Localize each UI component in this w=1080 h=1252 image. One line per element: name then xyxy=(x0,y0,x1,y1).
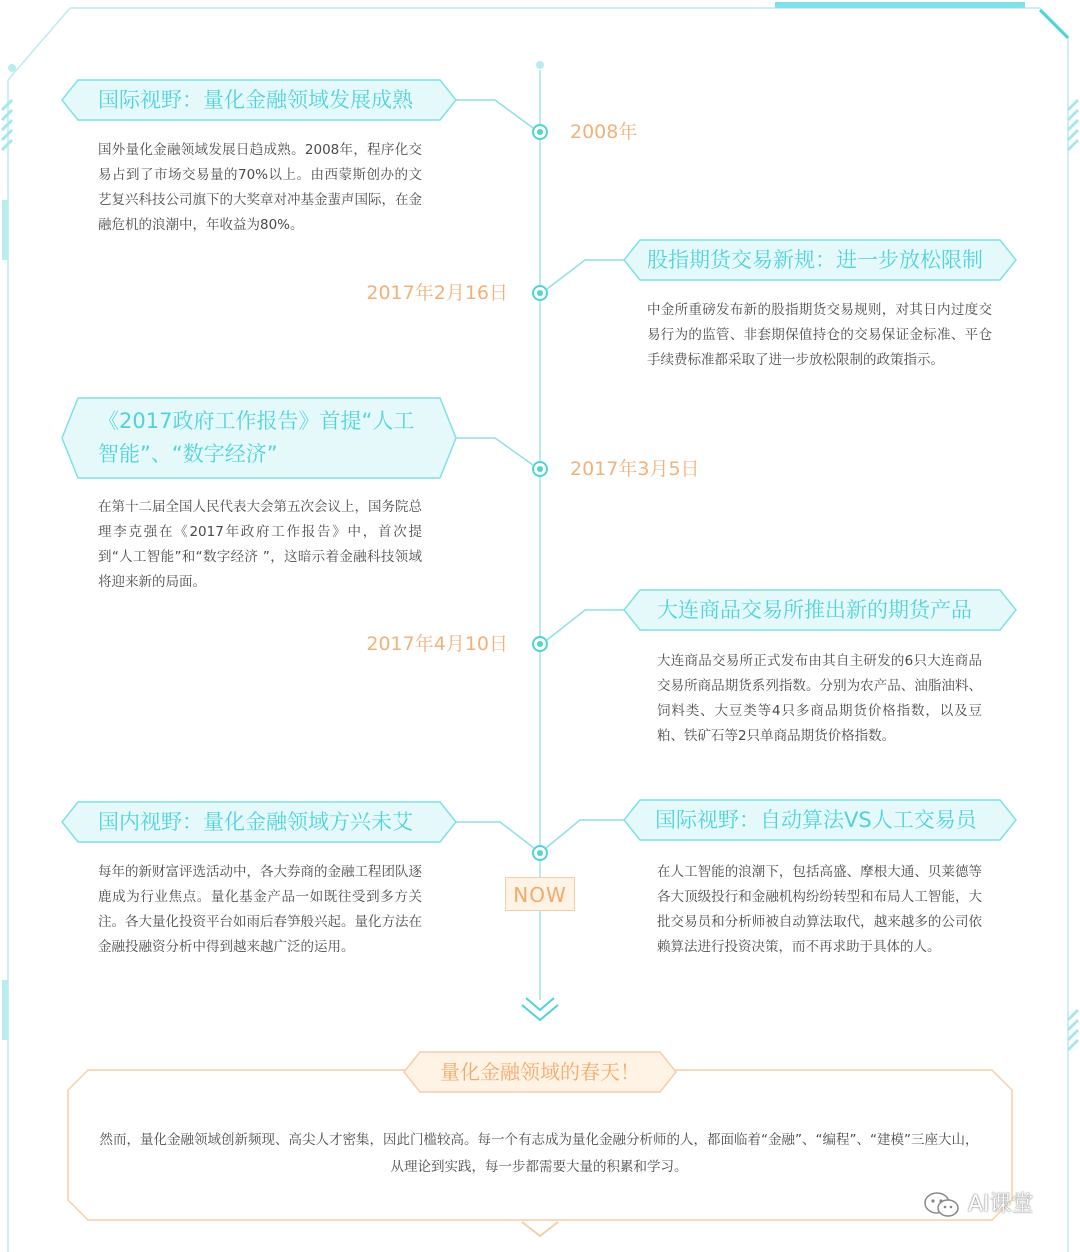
event-title: 《2017政府工作报告》首提“人工智能”、“数字经济” xyxy=(98,409,415,466)
event-text: 大连商品交易所正式发布由其自主研发的6只大连商品交易所商品期货系列指数。分别为农产品、油脂油料、饲料类、大豆类等4只多商品期货价格指数，以及豆粕、铁矿石等2只单商品期货价格指数。 xyxy=(657,653,982,744)
watermark xyxy=(922,1188,1034,1222)
event-date: 2008年 xyxy=(570,121,638,143)
event-text: 国外量化金融领域发展日趋成熟。2008年，程序化交易占到了市场交易量的70%以上。由西蒙斯创办的文艺复兴科技公司旗下的大奖章对冲基金蜚声国际，在金融危机的浪潮中，年收益为80%。 xyxy=(98,142,422,233)
now-left-title: 国内视野：量化金融领域方兴未艾 xyxy=(98,810,413,834)
now-left-text: 每年的新财富评选活动中，各大券商的金融工程团队逐鹿成为行业焦点。量化基金产品一如既往受到多方关注。各大量化投资平台如雨后春笋般兴起。量化方法在金融投融资分析中得到越来越广泛的运用。 xyxy=(98,864,422,955)
spring-text: 然而，量化金融领域创新频现、高尖人才密集，因此门槛较高。每一个有志成为量化金融分析师的人，都面临着“金融”、“编程”、“建模”三座大山，从理论到实践，每一步都需要大量的积累和学习。 xyxy=(99,1132,979,1175)
event-title: 大连商品交易所推出新的期货产品 xyxy=(657,598,972,622)
event-text: 中金所重磅发布新的股指期货交易规则，对其日内过度交易行为的监管、非套期保值持仓的交易保证金标准、平仓手续费标准都采取了进一步放松限制的政策指示。 xyxy=(647,302,992,368)
event-date: 2017年4月10日 xyxy=(366,633,508,655)
event-text: 在第十二届全国人民代表大会第五次会议上，国务院总理李克强在《2017年政府工作报告》中，首次提到“人工智能”和“数字经济 ”，这暗示着金融科技领域将迎来新的局面。 xyxy=(98,499,422,590)
event-date: 2017年2月16日 xyxy=(366,282,508,304)
now-right-text: 在人工智能的浪潮下，包括高盛、摩根大通、贝莱德等各大顶级投行和金融机构纷纷转型和布局人工智能，大批交易员和分析师被自动算法取代，越来越多的公司依赖算法进行投资决策，而不再求助于具体的人。 xyxy=(657,864,982,955)
event-title: 国际视野：量化金融领域发展成熟 xyxy=(98,88,413,112)
event-date: 2017年3月5日 xyxy=(570,458,700,480)
now-badge: NOW xyxy=(505,877,575,911)
now-right-title: 国际视野：自动算法VS人工交易员 xyxy=(655,808,977,832)
spring-title: 量化金融领域的春天！ xyxy=(440,1060,640,1084)
event-title: 股指期货交易新规：进一步放松限制 xyxy=(647,248,983,272)
wechat-icon xyxy=(922,1190,962,1220)
watermark-text: AI课堂 xyxy=(968,1192,1034,1217)
